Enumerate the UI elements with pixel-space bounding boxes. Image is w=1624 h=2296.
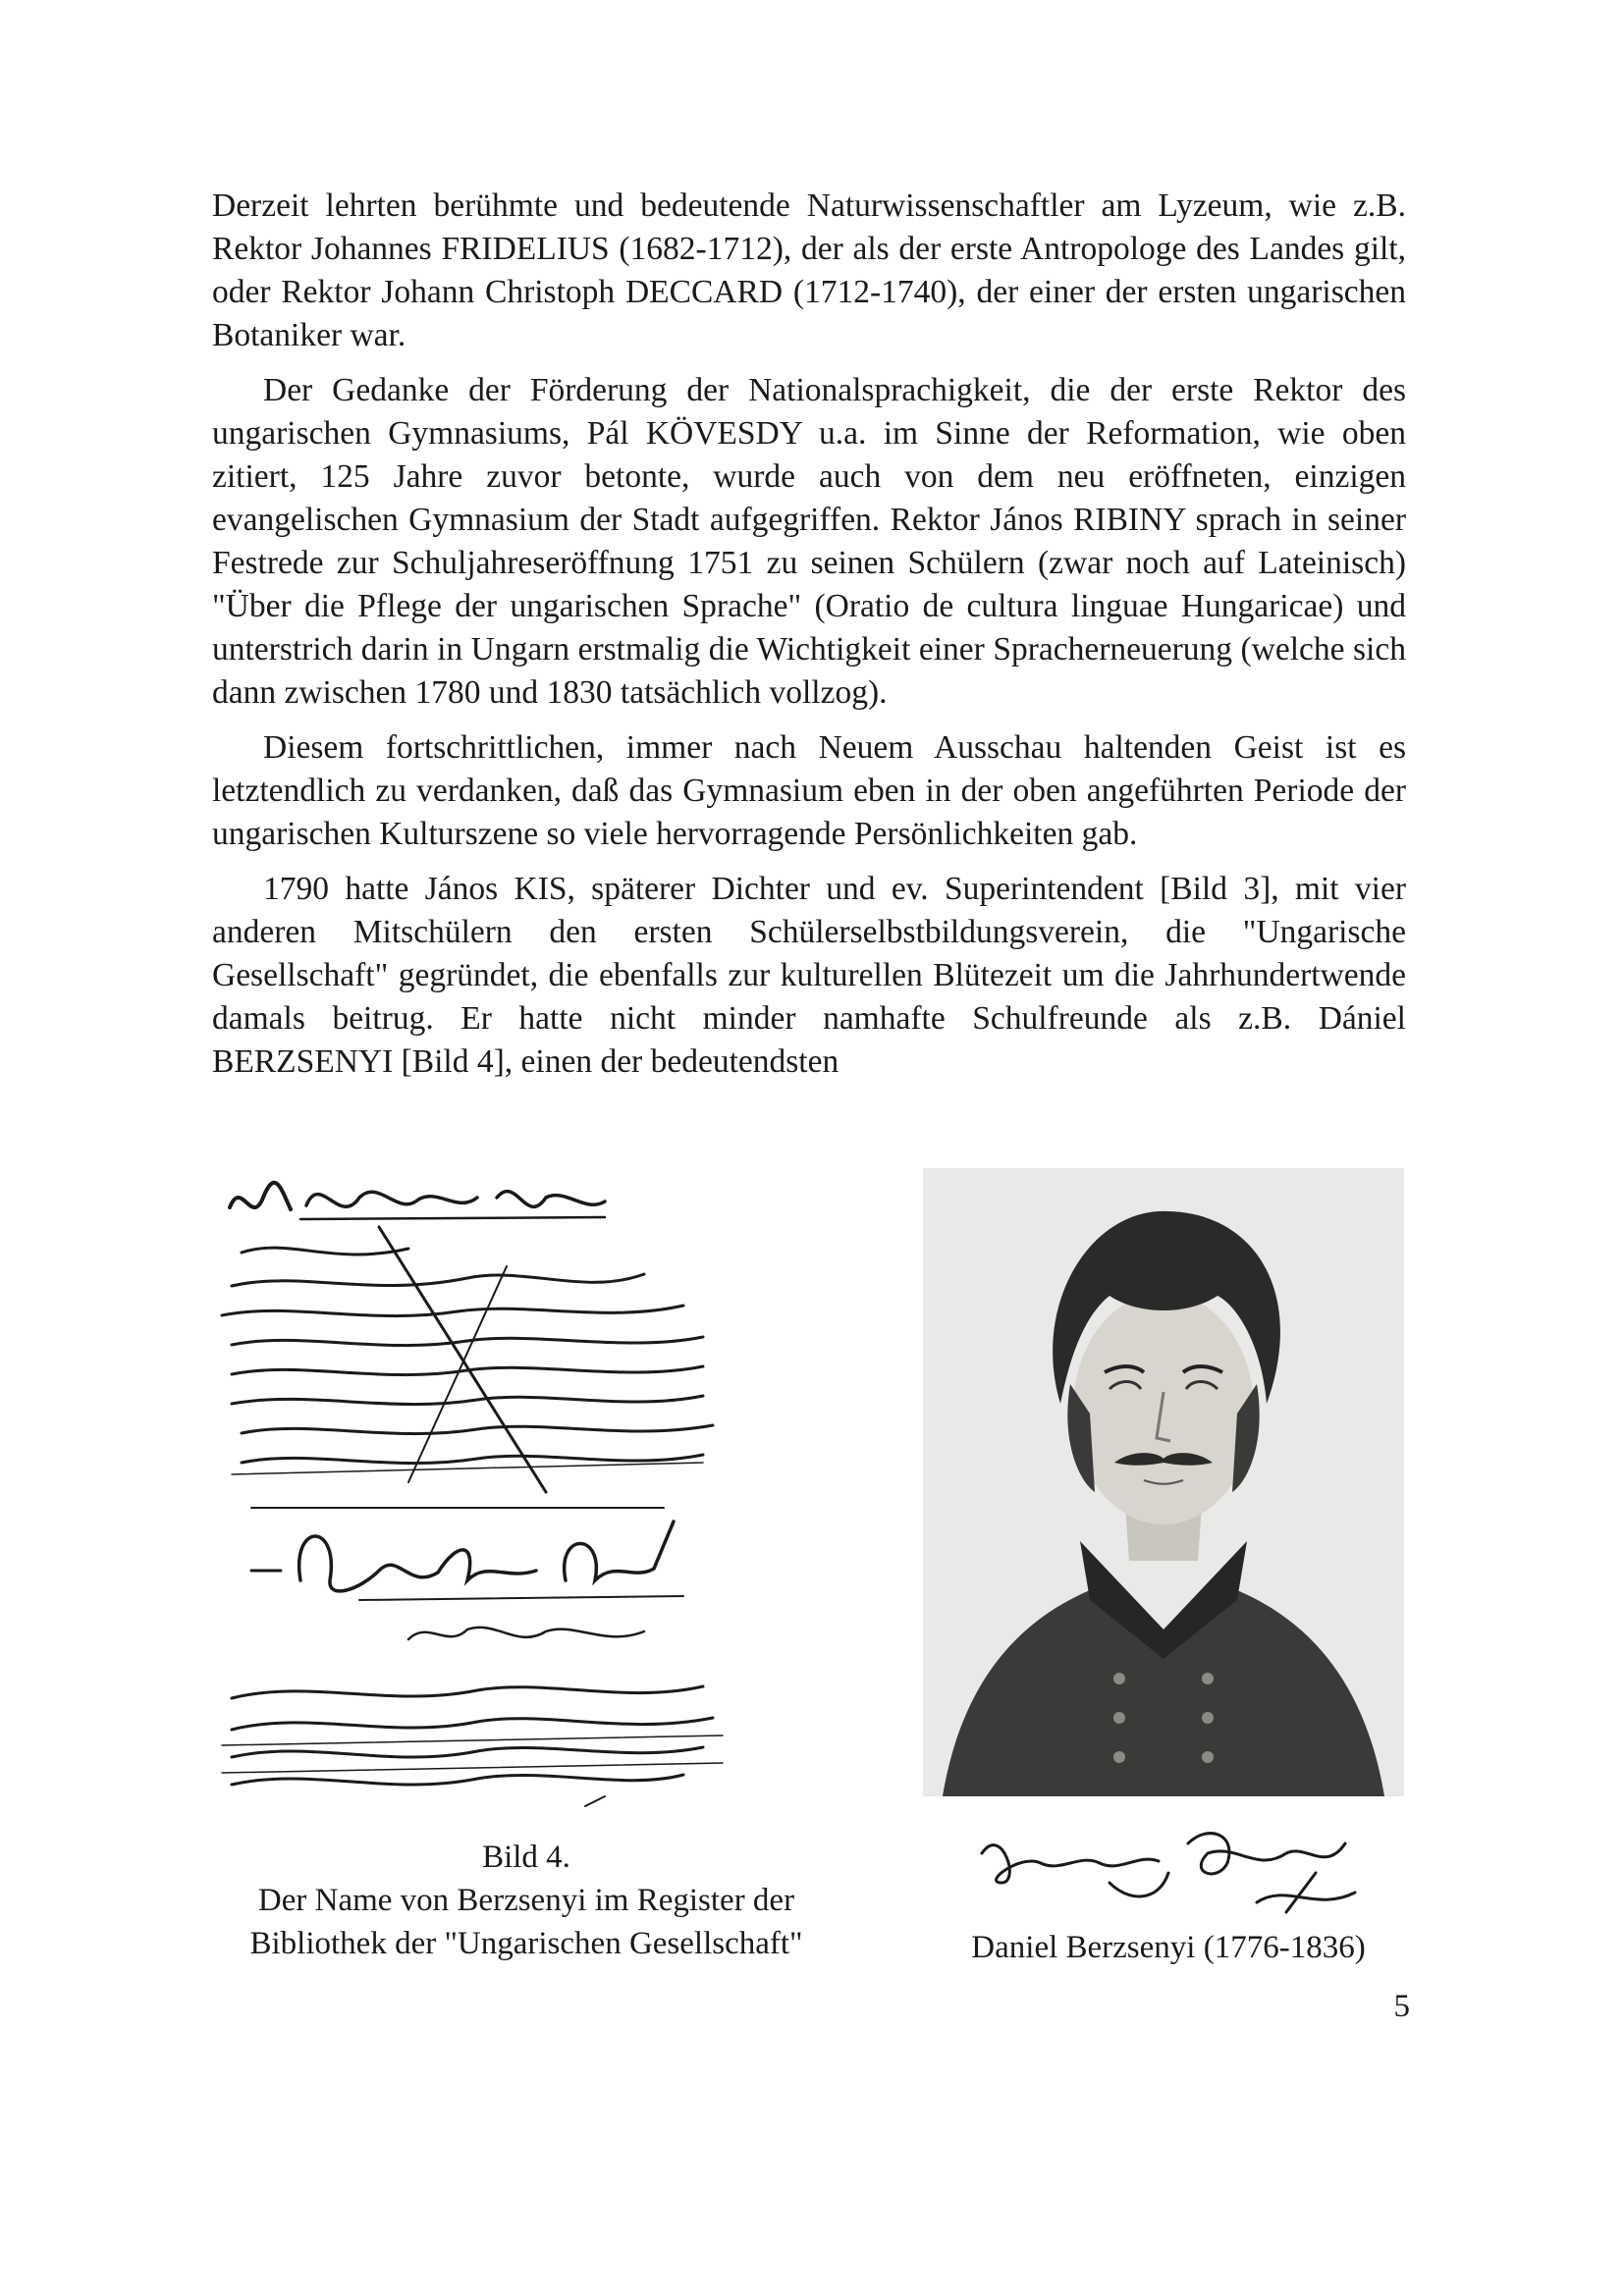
body-text: [212, 185, 1406, 1095]
caption-line-2: Bibliothek der "Ungarischen Gesellschaft": [249, 1926, 803, 1961]
figure-caption-left: [192, 1836, 860, 1965]
register-handwriting-image: [212, 1168, 762, 1816]
portrait-image: [923, 1168, 1404, 1796]
figure-caption-right: Daniel Berzsenyi (1776-1836): [971, 1930, 1366, 1965]
paragraph-1: Derzeit lehrten berühmte und bedeutende Naturwissenschaftler am Lyzeum, wie z.B. Rektor Johannes FRIDELIUS (1682-1712), der als der erste Antropologe des Landes gilt, oder Rektor Johann Christoph DECCARD (1712-1740), der einer der ersten ungarischen Botaniker war.: [212, 187, 1406, 353]
berzsenyi-signature-image: [962, 1814, 1375, 1922]
paragraph-4: 1790 hatte János KIS, späterer Dichter und ev. Superintendent [Bild 3], mit vier anderen Mitschülern den ersten Schülerselbstbildungsverein, die "Ungarische Gesellschaft" gegründet, die ebenfalls zur kulturellen Blütezeit um die Jahrhundertwende damals beitrug. Er hatte nicht minder namhafte Schulfreunde als z.B. Dániel BERZSENYI [Bild 4], einen der bedeutendsten: [212, 871, 1406, 1080]
paragraph-3: Diesem fortschrittlichen, immer nach Neuem Ausschau haltenden Geist ist es letztendlich zu verdanken, daß das Gymnasium eben in der oben angeführten Periode der ungarischen Kulturszene so viele hervorragende Persönlichkeiten gab.: [212, 729, 1406, 852]
caption-line-1: Der Name von Berzsenyi im Register der: [257, 1883, 795, 1918]
caption-label: Bild 4.: [482, 1840, 570, 1875]
paragraph-2: Der Gedanke der Förderung der Nationalsprachigkeit, die der erste Rektor des ungarischen Gymnasiums, Pál KÖVESDY u.a. im Sinne der Reformation, wie oben zitiert, 125 Jahre zuvor betonte, wurde auch von dem neu eröffneten, einzigen evangelischen Gymnasium der Stadt aufgegriffen. Rektor János RIBINY sprach in seiner Festrede zur Schuljahreseröffnung 1751 zu seinen Schülern (zwar noch auf Lateinisch) "Über die Pflege der ungarischen Sprache" (Oratio de cultura linguae Hungaricae) und unterstrich darin in Ungarn erstmalig die Wichtigkeit einer Spracherneuerung (welche sich dann zwischen 1780 und 1830 tatsächlich vollzog).: [212, 372, 1406, 711]
page-number: 5: [1393, 1989, 1410, 2024]
